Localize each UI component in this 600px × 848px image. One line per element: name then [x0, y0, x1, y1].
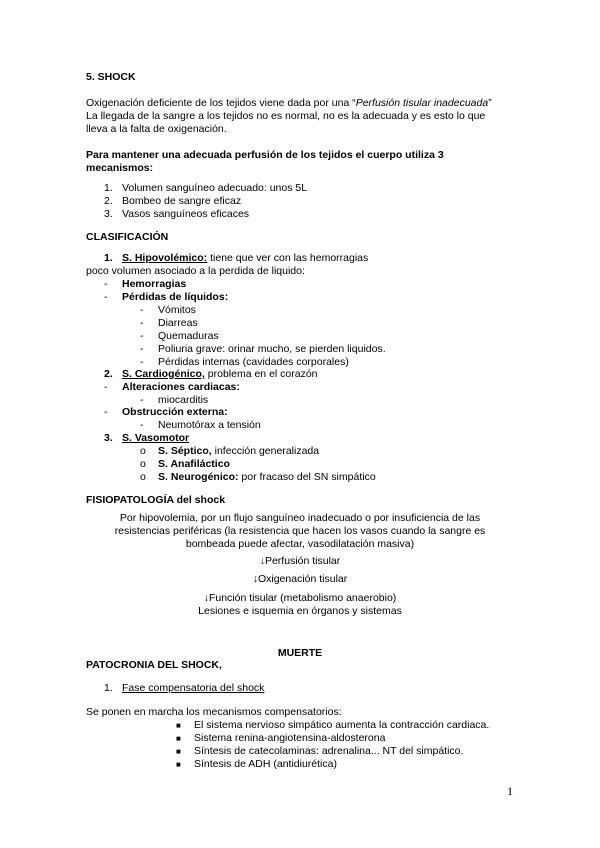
mechanism-num: 2.: [104, 195, 113, 207]
circle-bullet: o: [140, 458, 146, 470]
patocronia-intro: Se ponen en marcha los mecanismos compensatorios:: [86, 706, 342, 718]
sub-item: Poliuria grave: orinar mucho, se pierden liquidos.: [158, 343, 386, 355]
cardio-line: [122, 368, 318, 381]
compensatory-item: Síntesis de catecolaminas: adrenalina... NT del simpático.: [194, 745, 464, 757]
dash: -: [140, 419, 144, 431]
vaso-item-septico: [158, 445, 319, 458]
physio-step: ↓Función tisular (metabolismo anaerobio): [203, 592, 397, 604]
phase-title: Fase compensatoria del shock: [122, 682, 265, 694]
mechanism-item: Volumen sanguíneo adecuado: unos 5L: [122, 182, 308, 194]
cardio-num: 2.: [104, 368, 113, 380]
physio-para-line: resistencias periféricas (la resistencia que hacen los vasos cuando la sangre es: [114, 525, 486, 537]
phase-num: 1.: [104, 682, 113, 694]
square-bullet: ■: [176, 721, 181, 730]
vaso-item-bold: S. Anafiláctico: [158, 458, 230, 470]
dash: -: [104, 291, 108, 303]
alteraciones-item: Alteraciones cardiacas:: [122, 381, 240, 393]
square-bullet: ■: [176, 734, 181, 743]
hemorragias-item: Hemorragias: [122, 278, 187, 290]
compensatory-item: El sistema nervioso simpático aumenta la contracción cardiaca.: [194, 719, 490, 731]
vaso-item-rest: infección generalizada: [211, 445, 320, 457]
page-number: 1: [507, 784, 513, 798]
mechanism-item: Vasos sanguíneos eficaces: [122, 208, 250, 220]
perdidas-item: Pérdidas de líquidos:: [122, 291, 229, 303]
dash: -: [104, 381, 108, 393]
mechanism-num: 1.: [104, 182, 113, 194]
compensatory-item: Síntesis de ADH (antidiurética): [194, 758, 337, 770]
mechanism-item: Bombeo de sangre eficaz: [122, 195, 242, 207]
vaso-item-anafilactico: [158, 458, 230, 471]
vaso-item-bold: S. Neurogénico:: [158, 471, 239, 483]
neumotorax-item: Neumotórax a tensión: [158, 419, 261, 431]
vaso-title: S. Vasomotor: [122, 432, 190, 444]
dash: -: [140, 343, 144, 355]
dash: -: [140, 330, 144, 342]
sub-item: Quemaduras: [158, 330, 219, 342]
hypo-line: [122, 252, 368, 265]
sub-item: Vómitos: [158, 304, 196, 316]
intro-line-1-italic: Perfusión tisular inadecuada: [355, 97, 489, 109]
intro-line-1-pre: Oxigenación deficiente de los tejidos viene dada por una “: [86, 97, 356, 109]
vaso-num: 3.: [104, 432, 113, 444]
compensatory-item: Sistema renina-angiotensina-aldosterona: [194, 732, 386, 744]
obstruccion-item: Obstrucción externa:: [122, 406, 228, 418]
sub-item: Diarreas: [158, 317, 198, 329]
intro-line-1: [86, 97, 492, 110]
classification-heading: CLASIFICACIÓN: [86, 231, 169, 243]
dash: -: [140, 317, 144, 329]
physio-step: ↓Oxigenación tisular: [252, 573, 348, 585]
sub-item: Pérdidas internas (cavidades corporales): [158, 356, 349, 368]
physio-heading: FISIOPATOLOGÍA del shock: [86, 494, 226, 506]
hypo-num: 1.: [104, 252, 113, 264]
intro-line-2: La llegada de la sangre a los tejidos no es normal, no es la adecuada y es esto lo que: [86, 110, 486, 122]
physio-para-line: bombeada puede afectar, vasodilatación masiva): [185, 538, 415, 550]
dash: -: [140, 394, 144, 406]
dash: -: [104, 406, 108, 418]
hypo-line-2: poco volumen asociado a la perdida de liquido:: [86, 265, 305, 277]
dash: -: [104, 278, 108, 290]
cardio-desc: problema en el corazón: [204, 368, 318, 380]
hypo-desc: tiene que ver con las hemorragias: [207, 252, 369, 264]
section-title: 5. SHOCK: [86, 71, 136, 83]
intro-line-1-post: ”: [488, 97, 492, 109]
square-bullet: ■: [176, 760, 181, 769]
circle-bullet: o: [140, 445, 146, 457]
dash: -: [140, 304, 144, 316]
vaso-item-bold: S. Séptico,: [158, 445, 212, 457]
intro-line-3: lleva a la falta de oxigenación.: [86, 123, 227, 135]
hypo-title: S. Hipovolémico:: [122, 252, 208, 264]
mechanism-num: 3.: [104, 208, 113, 220]
physio-step: Lesiones e isquemia en órganos y sistemas: [198, 605, 402, 617]
miocarditis-item: miocarditis: [158, 394, 209, 406]
patocronia-heading: PATOCRONIA DEL SHOCK,: [86, 659, 222, 671]
mechanisms-heading-line-2: mecanismos:: [86, 162, 154, 174]
death-label: MUERTE: [277, 647, 323, 659]
physio-step: ↓Perfusión tisular: [259, 555, 341, 567]
mechanisms-heading-line-1: Para mantener una adecuada perfusión de los tejidos el cuerpo utiliza 3: [86, 149, 444, 161]
physio-para-line: Por hipovolemia, por un flujo sanguíneo inadecuado o por insuficiencia de las: [119, 512, 481, 524]
dash: -: [140, 356, 144, 368]
square-bullet: ■: [176, 747, 181, 756]
vaso-item-rest: por fracaso del SN simpático: [238, 471, 376, 483]
cardio-title: S. Cardiogénico,: [122, 368, 205, 380]
circle-bullet: o: [140, 471, 146, 483]
vaso-item-neurogenico: [158, 471, 376, 484]
